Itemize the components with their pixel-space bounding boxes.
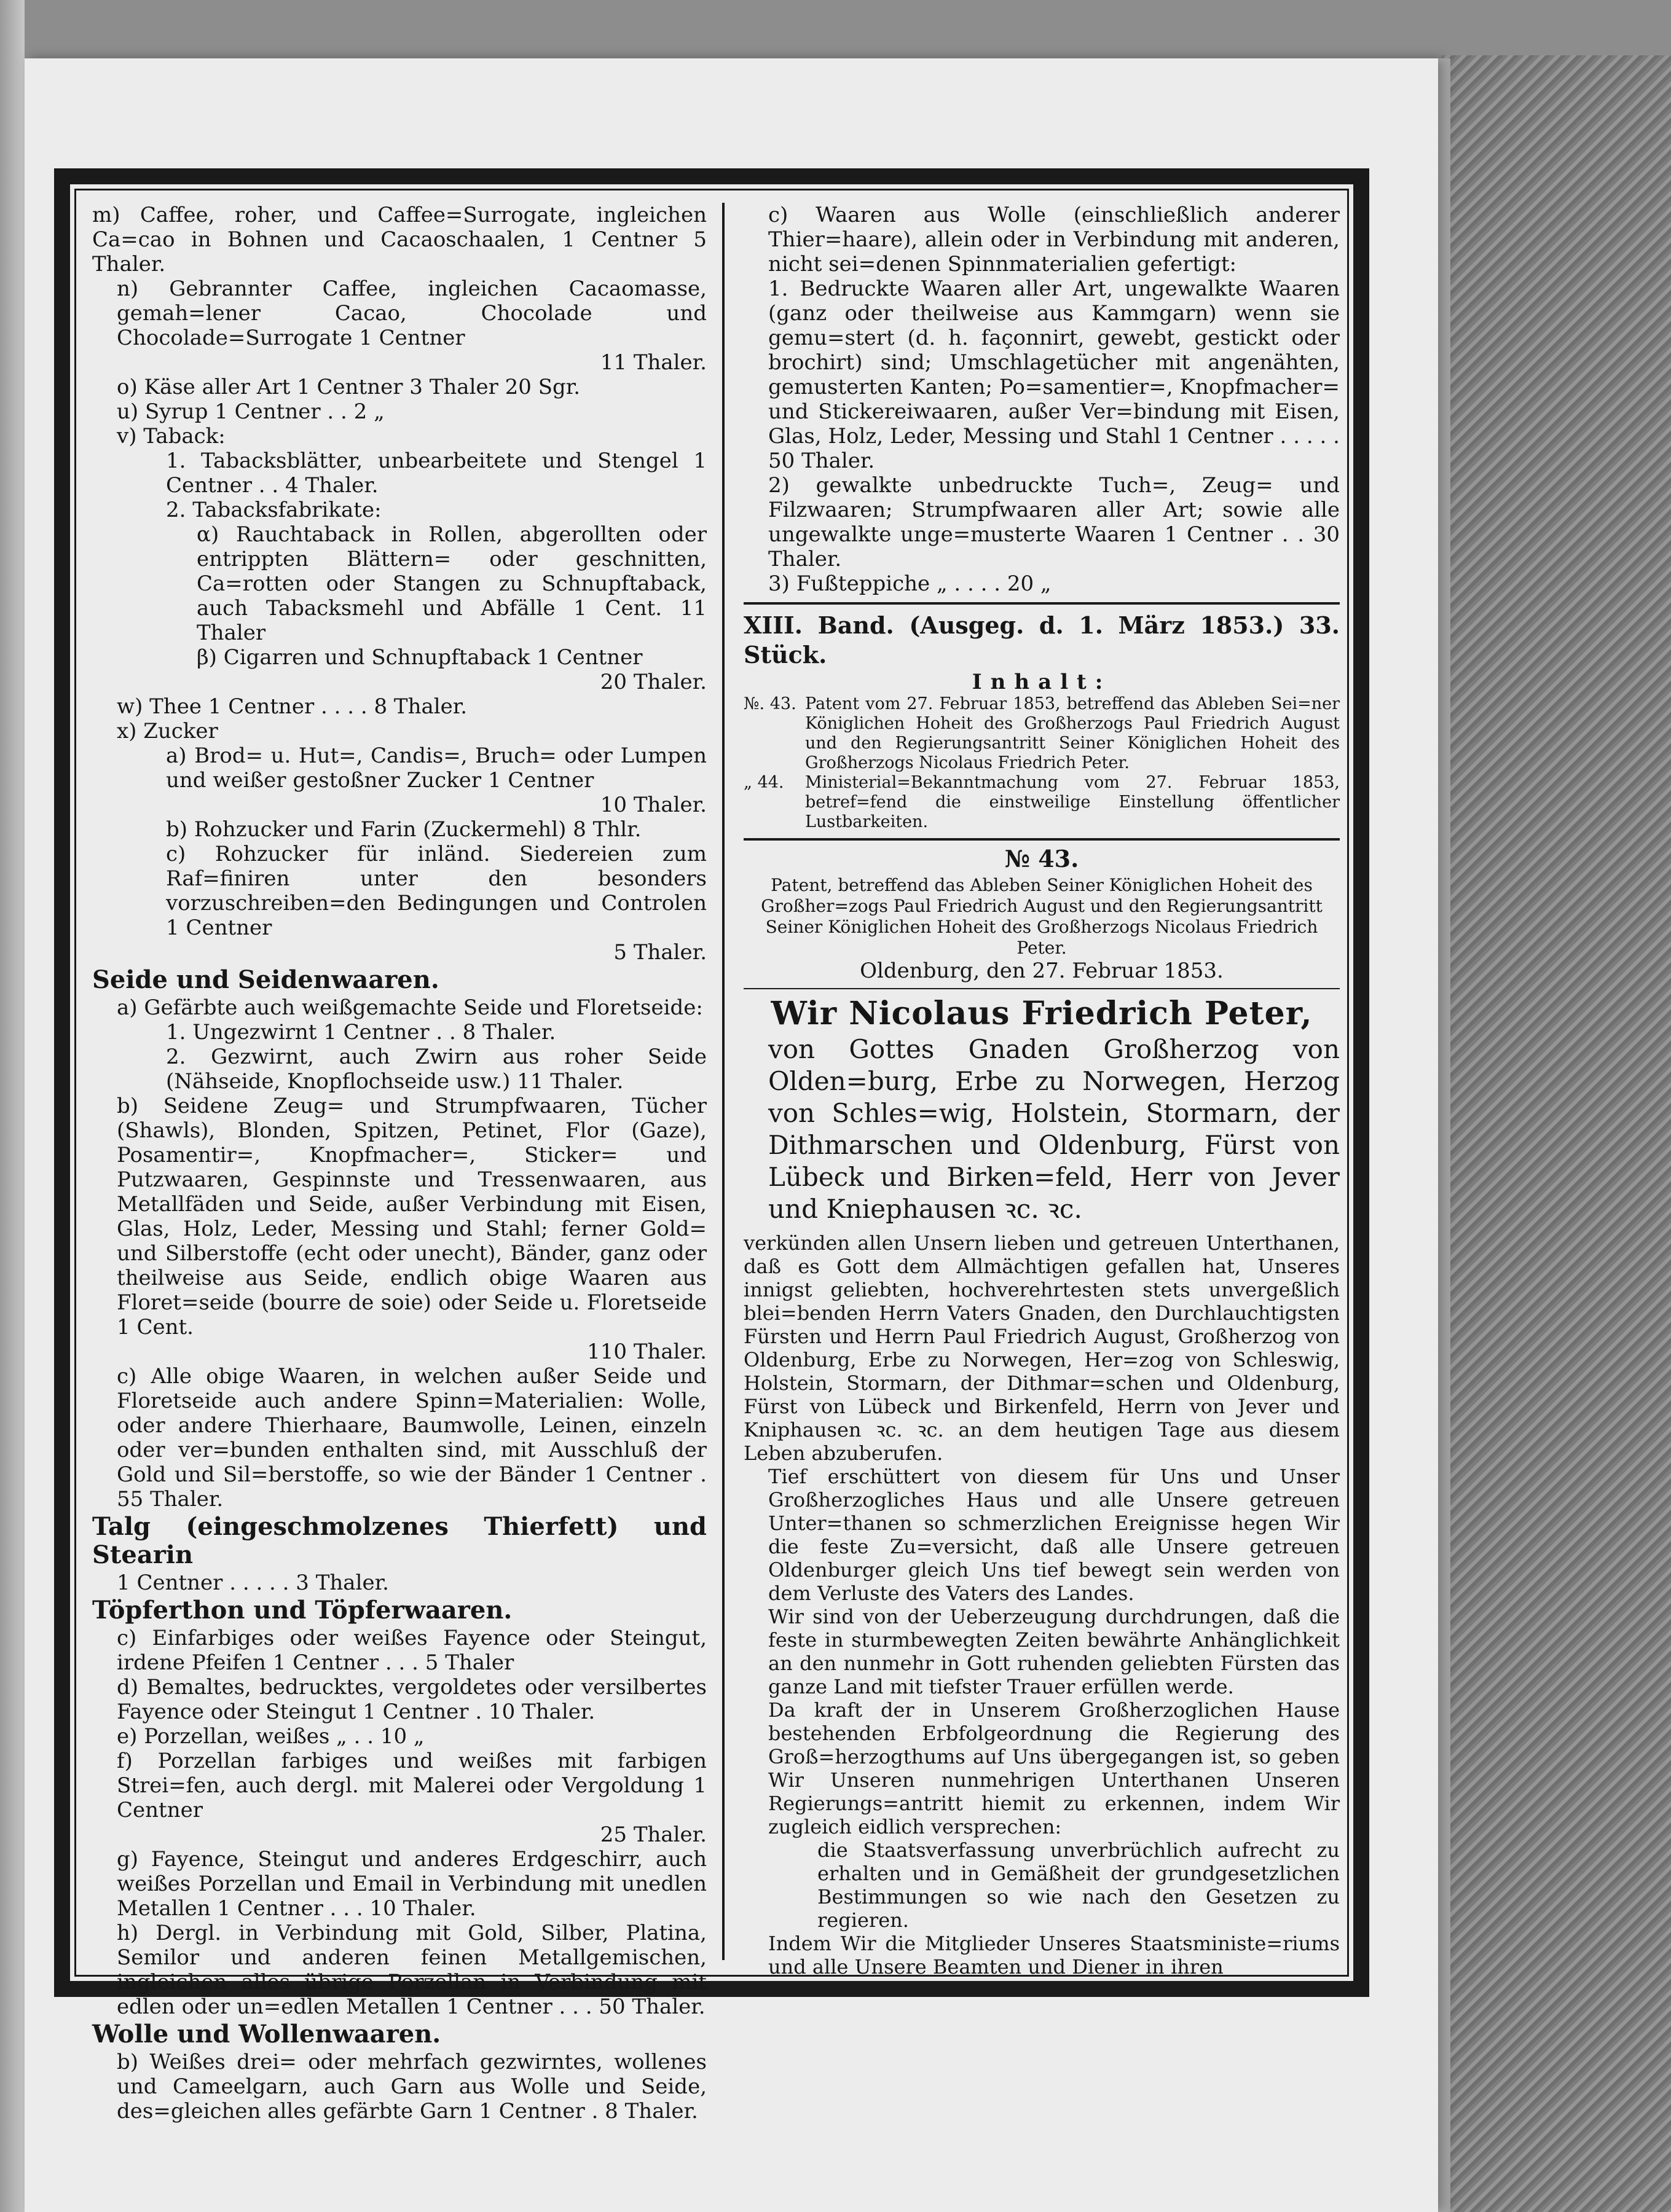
- tariff-item-toepfer-g: g) Fayence, Steingut und anderes Erdgeschirr, auch weißes Porzellan und Email in Verbindung mit unedlen Metallen 1 Centner . . . 10 Thaler.: [117, 1847, 707, 1921]
- toc-entry: [744, 694, 1340, 773]
- tariff-item-seide-a1: 1. Ungezwirnt 1 Centner . . 8 Thaler.: [166, 1020, 556, 1045]
- section-rule: [744, 838, 1340, 841]
- section-rule: [744, 602, 1340, 605]
- tariff-item-v: v) Taback:: [117, 424, 226, 449]
- toc-entry: [744, 773, 1340, 832]
- tariff-item-wolle-c: c) Waaren aus Wolle (einschließlich anderer Thier=haare), allein oder in Verbindung mit anderen, nicht sei=denen Spinnmaterialien gefertigt:: [768, 203, 1340, 276]
- tariff-item-toepfer-f: f) Porzellan farbiges und weißes mit farbigen Strei=fen, auch dergl. mit Malerei oder Vergoldung 1 Centner: [117, 1749, 707, 1822]
- tariff-item-toepfer-e: e) Porzellan, weißes „ . . 10 „: [117, 1724, 425, 1749]
- tariff-item-x-a: a) Brod= u. Hut=, Candis=, Bruch= oder Lumpen und weißer gestoßner Zucker 1 Centner: [166, 743, 707, 793]
- proclamation-paragraph: verkünden allen Unsern lieben und getreuen Unterthanen, daß es Gott dem Allmächtigen gefallen hat, Unseres innigst geliebten, hochverehrtesten stets unvergeßlich blei=benden Herrn Vaters Gnaden, den Durchlauchtigsten Fürsten und Herrn Paul Friedrich August, Großherzog von Oldenburg, Erbe zu Norwegen, Her=zog von Schleswig, Holstein, Stormarn, der Dithmar=schen und Oldenburg, Fürst von Lübeck und Birkenfeld, Herrn von Jever und Kniphausen ꝛc. ꝛc. an dem heutigen Tage aus diesem Leben abzuberufen.: [744, 1231, 1340, 1465]
- tariff-item-toepfer-d: d) Bemaltes, bedrucktes, vergoldetes oder versilbertes Fayence oder Steingut 1 Centner . 10 Thaler.: [117, 1675, 707, 1724]
- proclamation-paragraph: Indem Wir die Mitglieder Unseres Staatsministe=riums und alle Unsere Beamten und Diener in ihren: [768, 1932, 1340, 1979]
- contents-heading: Inhalt:: [972, 670, 1112, 694]
- tariff-item-v1: 1. Tabacksblätter, unbearbeitete und Stengel 1 Centner . . 4 Thaler.: [166, 449, 707, 498]
- left-column: [92, 203, 707, 2124]
- document-number: № 43.: [1004, 845, 1079, 873]
- tariff-item-wolle-b: b) Weißes drei= oder mehrfach gezwirntes, wollenes und Cameelgarn, auch Garn aus Wolle und Seide, des=gleichen alles gefärbte Garn 1 Centner . 8 Thaler.: [117, 2050, 707, 2124]
- place-date: Oldenburg, den 27. Februar 1853.: [860, 959, 1224, 983]
- tariff-item-u: u) Syrup 1 Centner . . 2 „: [117, 399, 385, 424]
- issue-header: XIII. Band. (Ausgeg. d. 1. März 1853.) 33. Stück.: [744, 611, 1340, 669]
- column-divider: [722, 203, 725, 1960]
- tariff-item-wolle-c1: 1. Bedruckte Waaren aller Art, ungewalkte Waaren (ganz oder theilweise aus Kammgarn) wenn sie gemu=stert (d. h. façonnirt, gewebt, gestickt oder brochirt) sind; Umschlagetücher mit angenähten, gemusterten Kanten; Po=samentier=, Knopfmacher= und Stickereiwaaren, außer Ver=bindung mit Eisen, Glas, Holz, Leder, Messing und Stahl 1 Centner . . . . . 50 Thaler.: [768, 276, 1340, 473]
- tariff-item-v-alpha: α) Rauchtaback in Rollen, abgerollten oder entrippten Blättern= oder geschnitten, Ca=rotten oder Stangen zu Schnupftaback, auch Tabacksmehl und Abfälle 1 Cent. 11 Thaler: [197, 522, 707, 645]
- tariff-item-m: m) Caffee, roher, und Caffee=Surrogate, ingleichen Ca=cao in Bohnen und Cacaoschaalen, 1 Centner 5 Thaler.: [92, 203, 707, 276]
- section-heading-talg: Talg (eingeschmolzenes Thierfett) und Stearin: [92, 1512, 707, 1569]
- tariff-item-w: w) Thee 1 Centner . . . . 8 Thaler.: [117, 694, 468, 719]
- tariff-item-x-c-price: 5 Thaler.: [613, 940, 707, 965]
- section-heading-wolle: Wolle und Wollenwaaren.: [92, 2020, 441, 2049]
- tariff-item-seide-b: b) Seidene Zeug= und Strumpfwaaren, Tücher (Shawls), Blonden, Spitzen, Petinet, Flor (Gaze), Posamentir=, Knopfmacher=, Sticker= und Putzwaaren, Gespinnste und Tressenwaaren, aus Metallfäden und Seide, außer Verbindung mit Eisen, Glas, Holz, Leder, Messing und Stahl; ferner Gold= und Silberstoffe (echt oder unecht), Bänder, ganz oder theilweise aus Seide, endlich obige Waaren aus Floret=seide (bourre de soie) oder Seide u. Floretseide 1 Cent.: [117, 1094, 707, 1339]
- book-cover-board: [1441, 55, 1671, 2212]
- tariff-item-seide-c: c) Alle obige Waaren, in welchen außer Seide und Floretseide auch andere Spinn=Materialien: Wolle, oder andere Thierhaare, Baumwolle, Leinen, einzeln oder ver=bunden enthalten sind, mit Ausschluß der Gold und Sil=berstoffe, so wie der Bänder 1 Centner . 55 Thaler.: [117, 1364, 707, 1512]
- title-rule: [744, 988, 1340, 989]
- tariff-item-toepfer-h: h) Dergl. in Verbindung mit Gold, Silber, Platina, Semilor und anderen feinen Metallgemischen, ingleichen alles übrige Porzellan in Verbindung mit edlen oder un=edlen Metallen 1 Centner . . . 50 Thaler.: [117, 1921, 707, 2019]
- proclamation-paragraph: Da kraft der in Unserem Großherzoglichen Hause bestehenden Erbfolgeordnung die Regierung des Groß=herzogthums auf Uns übergegangen ist, so geben Wir Unseren nunmehrigen Unterthanen Unseren Regierungs=antritt hiemit zu erkennen, indem Wir zugleich eidlich versprechen:: [768, 1698, 1340, 1838]
- tariff-item-seide-b-price: 110 Thaler.: [587, 1339, 707, 1364]
- toc-number: №. 43.: [744, 694, 796, 713]
- tariff-item-n-price: 11 Thaler.: [600, 350, 707, 375]
- facing-page-edge: [0, 0, 25, 2212]
- toc-text: Ministerial=Bekanntmachung vom 27. Februar 1853, betref=fend die einstweilige Einstellung öffentlicher Lustbarkeiten.: [805, 773, 1340, 831]
- tariff-item-wolle-c2: 2) gewalkte unbedruckte Tuch=, Zeug= und Filzwaaren; Strumpfwaaren aller Art; sowie alle ungewalkte unge=musterte Waaren 1 Centner . . 30 Thaler.: [768, 473, 1340, 571]
- tariff-item-toepfer-c: c) Einfarbiges oder weißes Fayence oder Steingut, irdene Pfeifen 1 Centner . . . 5 Thaler: [117, 1626, 707, 1675]
- tariff-item-x-c: c) Rohzucker für inländ. Siedereien zum Raf=finiren unter den besonders vorzuschreiben=den Bedingungen und Controlen 1 Centner: [166, 842, 707, 940]
- proclamation-paragraph: Tief erschüttert von diesem für Uns und Unser Großherzogliches Haus und alle Unsere getreuen Unter=thanen so schmerzlichen Ereignisse hegen Wir die feste Zu=versicht, daß alle Unsere getreuen Oldenburger gleich Uns tief bewegt sein werden von dem Verluste des Vaters des Landes.: [768, 1465, 1340, 1605]
- proclamation-paragraph: Wir sind von der Ueberzeugung durchdrungen, daß die feste in sturmbewegten Zeiten bewährte Anhänglichkeit an den nunmehr in Gott ruhenden geliebten Fürsten das ganze Land mit tiefster Trauer erfüllen werde.: [768, 1605, 1340, 1698]
- section-heading-toepfer: Töpferthon und Töpferwaaren.: [92, 1596, 513, 1625]
- tariff-item-toepfer-f-price: 25 Thaler.: [600, 1822, 707, 1847]
- tariff-item-wolle-c3: 3) Fußteppiche „ . . . . 20 „: [768, 571, 1052, 596]
- tariff-item-v-beta: β) Cigarren und Schnupftaback 1 Centner: [197, 645, 643, 670]
- tariff-item-seide-a2: 2. Gezwirnt, auch Zwirn aus roher Seide (Nähseide, Knopflochseide usw.) 11 Thaler.: [166, 1045, 707, 1094]
- ruler-name: Wir Nicolaus Friedrich Peter,: [771, 995, 1313, 1032]
- toc-number: „ 44.: [744, 773, 784, 792]
- tariff-item-v2: 2. Tabacksfabrikate:: [166, 498, 382, 522]
- ruler-titles: von Gottes Gnaden Großherzog von Olden=burg, Erbe zu Norwegen, Herzog von Schles=wig, Holstein, Stormarn, der Dithmarschen und Oldenburg, Fürst von Lübeck und Birken=feld, Herr von Jever und Kniephausen ꝛc. ꝛc.: [768, 1034, 1340, 1224]
- toc-text: Patent vom 27. Februar 1853, betreffend das Ableben Sei=ner Königlichen Hoheit des Großherzogs Paul Friedrich August und den Regierungsantritt Seiner Königlichen Hoheit des Großherzogs Nicolaus Friedrich Peter.: [805, 694, 1340, 772]
- tariff-item-o: o) Käse aller Art 1 Centner 3 Thaler 20 Sgr.: [117, 375, 581, 399]
- oath-paragraph: die Staatsverfassung unverbrüchlich aufrecht zu erhalten und in Gemäßheit der grundgesetzlichen Bestimmungen so wie nach den Gesetzen zu regieren.: [817, 1838, 1340, 1932]
- tariff-item-n: n) Gebrannter Caffee, ingleichen Cacaomasse, gemah=lener Cacao, Chocolade und Chocolade=Surrogate 1 Centner: [117, 276, 707, 350]
- tariff-item-v-beta-price: 20 Thaler.: [600, 670, 707, 694]
- tariff-item-x-b: b) Rohzucker und Farin (Zuckermehl) 8 Thlr.: [166, 817, 642, 842]
- tariff-item-x: x) Zucker: [117, 719, 218, 743]
- tariff-item-x-a-price: 10 Thaler.: [600, 793, 707, 817]
- tariff-item-seide-a: a) Gefärbte auch weißgemachte Seide und Floretseide:: [117, 995, 703, 1020]
- right-column: [744, 203, 1340, 1979]
- tariff-item-talg: 1 Centner . . . . . 3 Thaler.: [117, 1571, 389, 1595]
- section-heading-seide: Seide und Seidenwaaren.: [92, 965, 439, 994]
- patent-title: Patent, betreffend das Ableben Seiner Königlichen Hoheit des Großher=zogs Paul Friedrich August und den Regierungsantritt Seiner Königlichen Hoheit des Großherzogs Nicolaus Friedrich Peter.: [761, 875, 1323, 958]
